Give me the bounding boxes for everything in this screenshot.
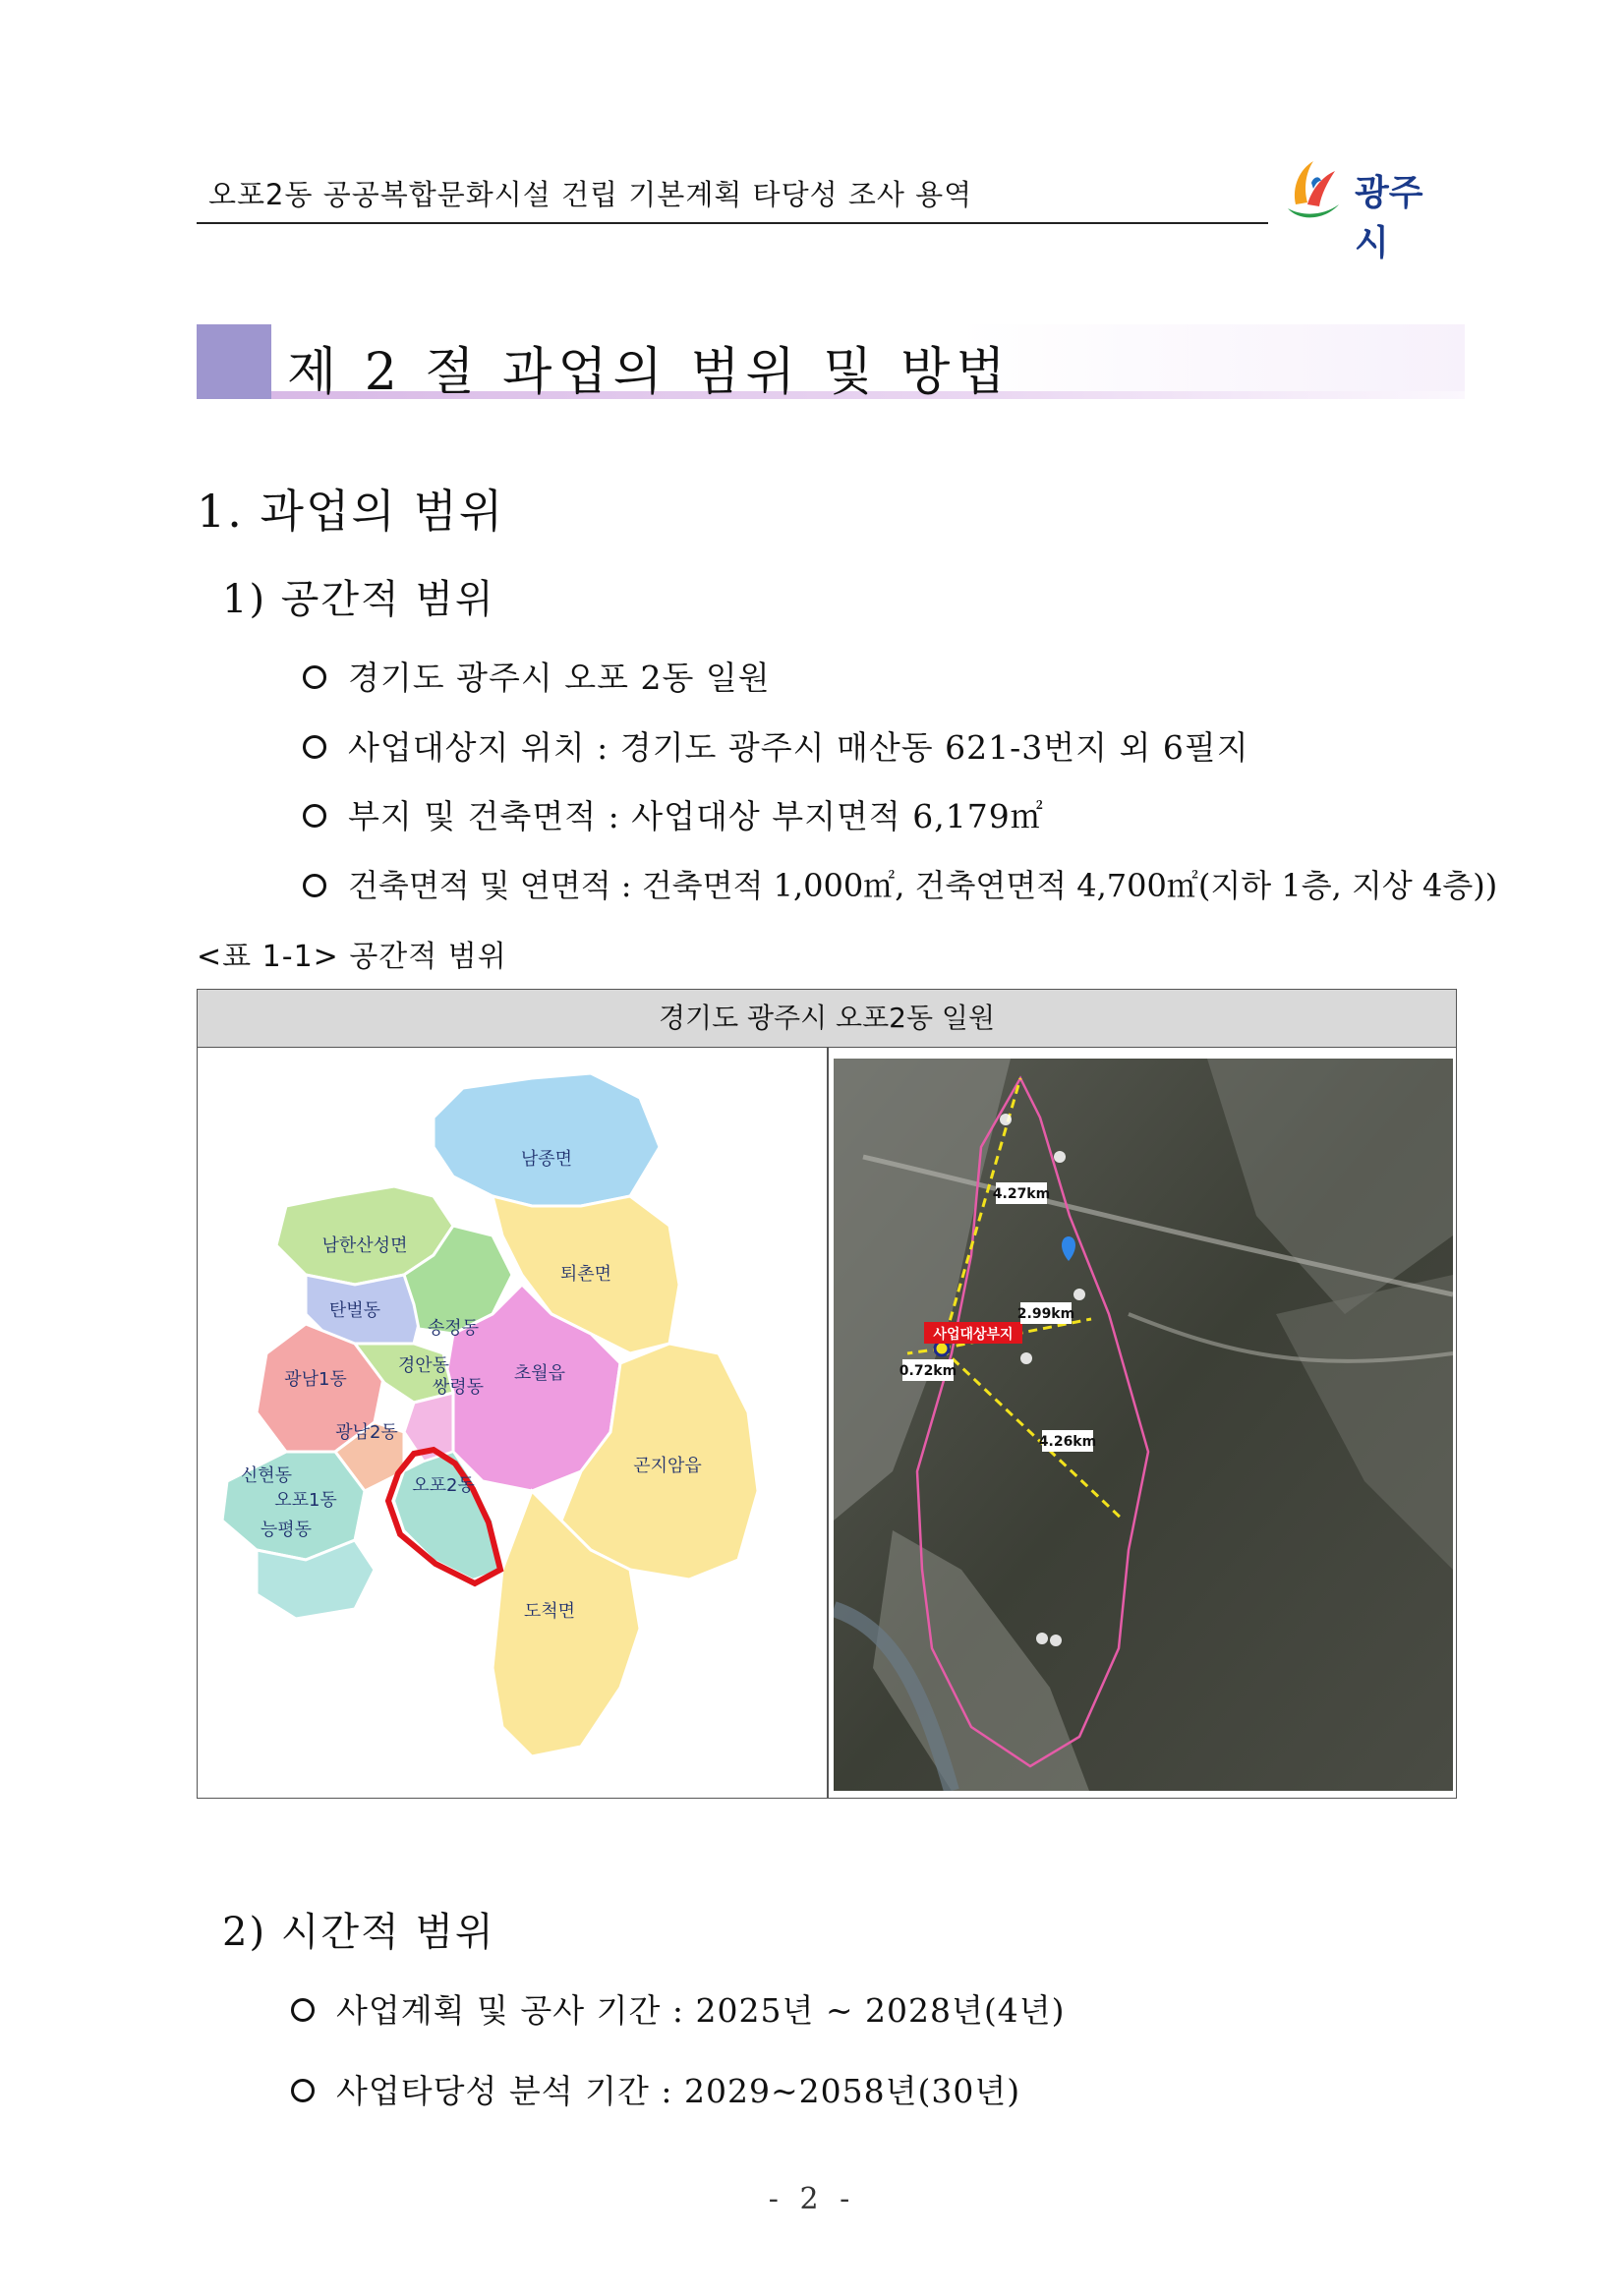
map-pin-icon xyxy=(1073,1289,1085,1300)
region-label: 오포2동 xyxy=(412,1475,475,1496)
region-label: 도척면 xyxy=(523,1601,576,1622)
section-block xyxy=(197,324,271,399)
map-pin-icon xyxy=(1036,1633,1048,1644)
region-namjong xyxy=(434,1073,660,1206)
circle-bullet-icon xyxy=(303,665,326,689)
circle-bullet-icon xyxy=(291,2079,315,2102)
region-label: 쌍령동 xyxy=(432,1377,485,1398)
distance-label: 4.27km xyxy=(992,1186,1051,1202)
region-label: 남한산성면 xyxy=(321,1235,408,1256)
site-marker-icon xyxy=(935,1342,949,1355)
table-caption: <표 1-1> 공간적 범위 xyxy=(197,940,507,974)
distance-label: 0.72km xyxy=(899,1363,957,1379)
spatial-bullet: 경기도 광주시 오포 2동 일원 xyxy=(303,653,771,699)
city-logo xyxy=(1278,147,1455,263)
distance-label: 4.26km xyxy=(1038,1434,1097,1450)
region-label: 능평동 xyxy=(260,1520,313,1540)
region-label: 곤지암읍 xyxy=(633,1456,702,1476)
distance-label: 2.99km xyxy=(1016,1306,1075,1322)
map-pin-icon xyxy=(1020,1352,1032,1364)
header-title: 오포2동 공공복합문화시설 건립 기본계획 타당성 조사 용역 xyxy=(208,178,973,211)
logo-text: 광주시 xyxy=(1355,173,1423,263)
region-label: 광남1동 xyxy=(284,1369,347,1390)
region-label: 광남2동 xyxy=(335,1422,398,1443)
section-title: 제 2 절 과업의 범위 및 방법 xyxy=(287,343,1012,402)
temporal-bullet: 사업타당성 분석 기간 : 2029~2058년(30년) xyxy=(291,2066,1020,2112)
region-label: 송정동 xyxy=(427,1318,480,1339)
page-header xyxy=(197,165,1268,224)
spatial-scope-table xyxy=(197,989,1457,1799)
district-map xyxy=(207,1059,817,1786)
circle-bullet-icon xyxy=(303,804,326,828)
section-banner xyxy=(197,324,1465,402)
region-label: 오포1동 xyxy=(274,1490,337,1511)
map-pin-icon xyxy=(1054,1151,1066,1163)
page-number: - 2 - xyxy=(768,2182,856,2216)
region-label: 초월읍 xyxy=(513,1363,566,1384)
table-divider xyxy=(827,1047,829,1798)
circle-bullet-icon xyxy=(303,735,326,759)
circle-bullet-icon xyxy=(303,874,326,897)
city-emblem-icon xyxy=(1278,147,1357,226)
spatial-bullet: 건축면적 및 연면적 : 건축면적 1,000㎡, 건축연면적 4,700㎡(지하 1층, 지상 4층)) xyxy=(303,861,1497,906)
spatial-bullet: 부지 및 건축면적 : 사업대상 부지면적 6,179㎡ xyxy=(303,791,1044,837)
region-label: 경안동 xyxy=(397,1355,450,1376)
site-label: 사업대상부지 xyxy=(933,1327,1014,1343)
region-label: 신현동 xyxy=(240,1465,293,1486)
heading-scope: 1. 과업의 범위 xyxy=(197,485,505,538)
region-label: 탄벌동 xyxy=(328,1300,381,1321)
heading-temporal-scope: 2) 시간적 범위 xyxy=(222,1910,495,1955)
heading-spatial-scope: 1) 공간적 범위 xyxy=(222,577,495,622)
region-label: 남종면 xyxy=(520,1149,573,1170)
satellite-map xyxy=(834,1059,1453,1791)
spatial-bullet: 사업대상지 위치 : 경기도 광주시 매산동 621-3번지 외 6필지 xyxy=(303,722,1249,769)
map-pin-icon xyxy=(1000,1114,1012,1125)
map-pin-icon xyxy=(1050,1635,1062,1646)
temporal-bullet: 사업계획 및 공사 기간 : 2025년 ~ 2028년(4년) xyxy=(291,1985,1065,2032)
table-header: 경기도 광주시 오포2동 일원 xyxy=(198,990,1456,1048)
circle-bullet-icon xyxy=(291,1998,315,2022)
region-label: 퇴촌면 xyxy=(559,1264,612,1285)
